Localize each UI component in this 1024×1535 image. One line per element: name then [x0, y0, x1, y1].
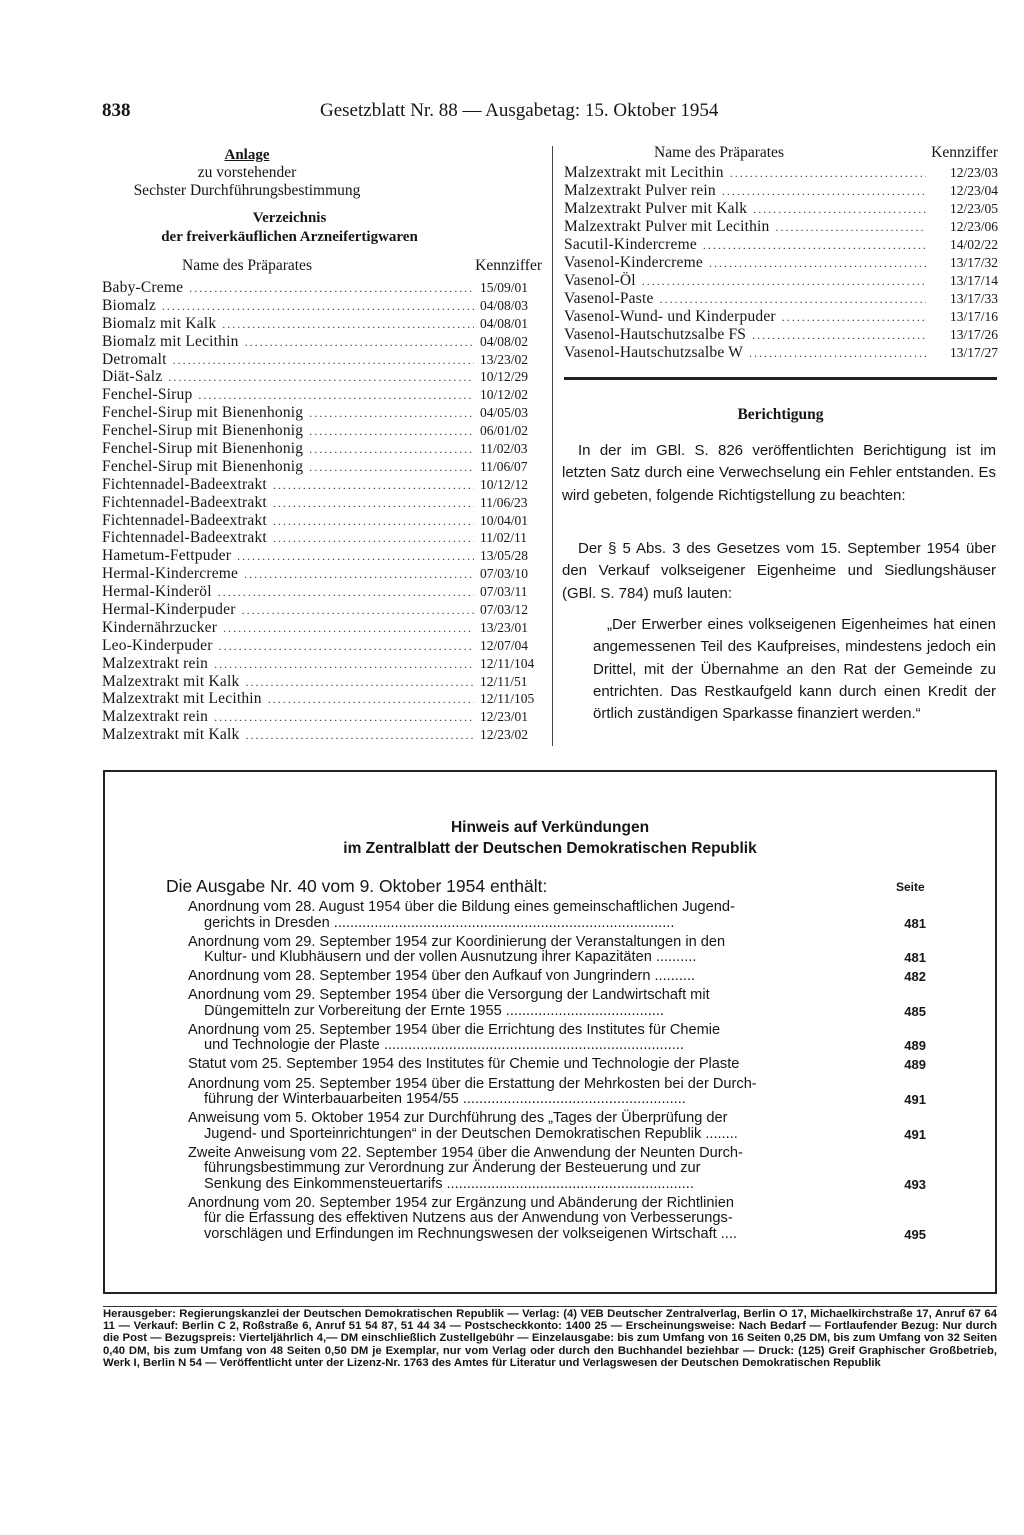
- berichtigung-paragraph-1: In der im GBl. S. 826 veröffentlichten Berichtigung ist im letzten Satz durch eine Verwechselung ein Fehler entstanden. Es wird gebeten, folgende Richtigstellung zu beachten:: [562, 442, 996, 504]
- item-code: 12/11/51: [480, 673, 528, 689]
- item-code: 14/02/22: [949, 237, 998, 252]
- hinweis-entry: [188, 1146, 926, 1193]
- anlage-title: Anlage: [224, 147, 270, 163]
- leader-dots: [309, 441, 474, 459]
- entry-line: und Technologie der Plaste ..........................................................................: [204, 1037, 684, 1054]
- item-name: Fichtennadel-Badeextrakt: [102, 475, 267, 493]
- entry-text: [188, 1111, 884, 1142]
- item-code: 10/04/01: [480, 512, 529, 528]
- entry-line: Anweisung vom 5. Oktober 1954 zur Durchführung des „Tages der Überprüfung der: [188, 1110, 728, 1127]
- leader-dots: [168, 369, 474, 387]
- list-item: [102, 655, 542, 673]
- right-column: [564, 144, 998, 362]
- hinweis-entry: [188, 1023, 926, 1054]
- item-name: Hametum-Fettpuder: [102, 547, 232, 565]
- leader-dots: [730, 164, 926, 182]
- item-name: Fenchel-Sirup mit Bienenhonig: [102, 422, 304, 440]
- list-item: [564, 308, 998, 326]
- item-code: 12/23/04: [949, 183, 998, 198]
- leader-dots: [237, 548, 474, 566]
- item-name: Fichtennadel-Badeextrakt: [102, 529, 267, 547]
- item-code: 12/23/05: [949, 201, 998, 216]
- item-code: 07/03/10: [480, 566, 529, 582]
- entry-line: Anordnung vom 25. September 1954 über die Erstattung der Mehrkosten bei der Durch-: [188, 1075, 757, 1092]
- code-column-header: Kennziffer: [931, 144, 998, 161]
- entry-line: Anordnung vom 28. August 1954 über die Bildung eines gemeinschaftlichen Jugend-: [188, 899, 735, 915]
- item-code: 10/12/12: [480, 476, 529, 492]
- item-code: 04/08/03: [480, 297, 529, 313]
- item-name: Biomalz: [102, 296, 156, 314]
- entry-line: Zweite Anweisung vom 22. September 1954 über die Anwendung der Neunten Durch-: [188, 1144, 743, 1161]
- list-item: [564, 236, 998, 254]
- item-name: Hermal-Kinderpuder: [102, 601, 236, 619]
- item-code: 12/11/105: [480, 691, 535, 707]
- leader-dots: [309, 405, 474, 423]
- list-item: [102, 351, 542, 369]
- anlage-line-2: Sechster Durchführungsbestimmung: [133, 182, 361, 199]
- item-code: 13/17/14: [949, 273, 998, 288]
- entry-text: [188, 1057, 884, 1073]
- item-name: Sacutil-Kindercreme: [564, 236, 697, 253]
- entry-text: [188, 1077, 884, 1108]
- item-code: 13/17/32: [949, 255, 998, 270]
- item-name: Vasenol-Hautschutzsalbe W: [564, 344, 744, 361]
- list-item: [102, 368, 542, 386]
- item-name: Malzextrakt Pulver mit Lecithin: [564, 218, 770, 235]
- running-head: Gesetzblatt Nr. 88 — Ausgabetag: 15. Oktober 1954: [320, 100, 719, 121]
- anlage-block: [102, 146, 392, 200]
- list-item: [102, 637, 542, 655]
- left-column: [102, 146, 542, 744]
- berichtigung-paragraph-2: Der § 5 Abs. 3 des Gesetzes vom 15. September 1954 über den Verkauf volkseigener Eigenheime und Siedlungshäuser (GBl. S. 784) muß lauten:: [562, 540, 996, 602]
- item-code: 11/06/07: [480, 458, 528, 474]
- item-name: Diät-Salz: [102, 368, 163, 386]
- list-item: [102, 494, 542, 512]
- item-name: Hermal-Kindercreme: [102, 565, 239, 583]
- entry-text: [188, 1023, 884, 1054]
- entry-line: Anordnung vom 29. September 1954 zur Koordinierung der Veranstaltungen in den: [188, 933, 726, 950]
- item-code: 06/01/02: [480, 423, 529, 439]
- leader-dots: [752, 326, 926, 344]
- leader-dots: [273, 477, 474, 495]
- item-code: 04/08/02: [480, 333, 529, 349]
- left-table-header: [102, 257, 542, 279]
- hinweis-entry: [188, 1057, 926, 1073]
- hinweis-entry: [188, 935, 926, 966]
- item-name: Detromalt: [102, 350, 167, 368]
- leader-dots: [189, 280, 474, 298]
- leader-dots: [722, 182, 926, 200]
- list-item: [102, 422, 542, 440]
- entry-line: Anordnung vom 29. September 1954 über die Versorgung der Landwirtschaft mit: [188, 987, 710, 1004]
- page-number: 838: [102, 100, 131, 121]
- hinweis-entries: [188, 900, 926, 1246]
- code-column-header: Kennziffer: [475, 257, 542, 274]
- leader-dots: [214, 709, 474, 727]
- leader-dots: [660, 290, 926, 308]
- verzeichnis-title: Verzeichnis: [252, 210, 327, 226]
- entry-line: Anordnung vom 28. September 1954 über den Aufkauf von Jungrindern ..........: [188, 968, 696, 985]
- leader-dots: [173, 352, 474, 370]
- entry-line: Düngemitteln zur Vorbereitung der Ernte 1955 .......................................: [204, 1002, 664, 1019]
- imprint: Herausgeber: Regierungskanzlei der Deutschen Demokratischen Republik — Verlag: (4) VEB Deutscher Zentralverlag, Berlin O 17, Michaelkirchstraße 17, Anruf 67 64 11 — Verkauf: Berlin C 2, Roßstraße 6, Anruf 51 54 87, 51 44 34 — Postscheckkonto: 1400 25 — Erscheinungsweise: Nach Bedarf — Fortlaufender Bezug: Nur durch die Post — Bezugspreis: Vierteljährlich 4,— DM einschließlich Zustellgebühr — Einzelausgabe: bis zum Umfang von 16 Seiten 0,25 DM, bis zum Umfang von 32 Seiten 0,40 DM, bis zum Umfang von 48 Seiten 0,50 DM je Exemplar, nur vom Verlag oder durch den Buchhandel beziehbar — Druck: (125) Greif Graphischer Großbetrieb, Werk I, Berlin N 54 — Veröffentlicht unter der Lizenz-Nr. 1763 des Amtes für Literatur und Verlagswesen der Deutschen Demokratischen Republik: [103, 1308, 997, 1369]
- leader-dots: [242, 602, 474, 620]
- item-name: Vasenol-Hautschutzsalbe FS: [564, 326, 747, 343]
- item-code: 12/23/01: [480, 709, 529, 725]
- entry-line: führungsbestimmung zur Verordnung zur Änderung der Besteuerung und zur: [204, 1160, 701, 1177]
- item-name: Malzextrakt rein: [102, 654, 209, 672]
- entry-line: Senkung des Einkommensteuertarifs .............................................................: [204, 1175, 694, 1192]
- leader-dots: [309, 459, 474, 477]
- leader-dots: [214, 656, 474, 674]
- hinweis-entry: [188, 969, 926, 985]
- entry-line: vorschlägen und Erfindungen im Rechnungswesen der volkseigenen Wirtschaft ....: [204, 1225, 737, 1242]
- entry-page: 481: [904, 915, 926, 931]
- hinweis-entry: [188, 988, 926, 1019]
- entry-page: 489: [904, 1038, 926, 1054]
- list-item: [102, 512, 542, 530]
- leader-dots: [162, 298, 474, 316]
- item-code: 12/11/104: [480, 655, 535, 671]
- list-item: [564, 272, 998, 290]
- entry-text: [188, 935, 884, 966]
- leader-dots: [219, 638, 474, 656]
- leader-dots: [703, 236, 926, 254]
- entry-page: 491: [904, 1126, 926, 1142]
- entry-line: Jugend- und Sporteinrichtungen“ in der Deutschen Demokratischen Republik ........: [204, 1125, 738, 1142]
- right-table-header: [564, 144, 998, 164]
- item-name: Fichtennadel-Badeextrakt: [102, 511, 267, 529]
- hinweis-title: [103, 817, 997, 859]
- leader-dots: [273, 495, 474, 513]
- leader-dots: [268, 691, 474, 709]
- leader-dots: [223, 620, 474, 638]
- list-item: [102, 386, 542, 404]
- item-name: Fenchel-Sirup mit Bienenhonig: [102, 440, 304, 458]
- list-item: [102, 476, 542, 494]
- name-column-header: Name des Präparates: [182, 257, 312, 274]
- leader-dots: [245, 727, 474, 745]
- item-name: Hermal-Kinderöl: [102, 583, 212, 601]
- item-code: 13/17/16: [949, 309, 998, 324]
- imprint-rule: [103, 1306, 997, 1307]
- item-name: Fichtennadel-Badeextrakt: [102, 493, 267, 511]
- list-item: [102, 619, 542, 637]
- leader-dots: [218, 584, 474, 602]
- entry-page: 489: [904, 1057, 926, 1073]
- item-name: Malzextrakt mit Lecithin: [102, 690, 262, 708]
- entry-text: [188, 1196, 884, 1243]
- hinweis-title-line-2: im Zentralblatt der Deutschen Demokratischen Republik: [343, 840, 757, 857]
- list-item: [102, 333, 542, 351]
- item-name: Biomalz mit Kalk: [102, 314, 217, 332]
- list-item: [102, 529, 542, 547]
- item-name: Vasenol-Wund- und Kinderpuder: [564, 308, 776, 325]
- item-name: Kindernährzucker: [102, 618, 218, 636]
- list-item: [102, 440, 542, 458]
- list-item: [564, 254, 998, 272]
- leader-dots: [749, 344, 926, 362]
- item-name: Malzextrakt rein: [102, 708, 209, 726]
- leader-dots: [245, 674, 474, 692]
- item-code: 11/02/11: [480, 530, 527, 546]
- list-item: [102, 583, 542, 601]
- list-item: [564, 326, 998, 344]
- list-item: [102, 279, 542, 297]
- leader-dots: [776, 218, 927, 236]
- item-name: Biomalz mit Lecithin: [102, 332, 239, 350]
- hinweis-entry: [188, 900, 926, 931]
- item-code: 12/23/06: [949, 219, 998, 234]
- leader-dots: [309, 423, 474, 441]
- name-column-header: Name des Präparates: [654, 144, 784, 161]
- hinweis-entry: [188, 1196, 926, 1243]
- item-name: Vasenol-Kindercreme: [564, 254, 703, 271]
- leader-dots: [222, 316, 474, 334]
- entry-page: 491: [904, 1092, 926, 1108]
- item-code: 13/05/28: [480, 548, 529, 564]
- leader-dots: [273, 530, 474, 548]
- item-name: Fenchel-Sirup mit Bienenhonig: [102, 404, 304, 422]
- list-item: [102, 315, 542, 333]
- list-item: [564, 218, 998, 236]
- list-item: [564, 182, 998, 200]
- item-name: Baby-Creme: [102, 279, 184, 296]
- seite-label: Seite: [896, 880, 925, 894]
- leader-dots: [782, 308, 926, 326]
- list-item: [102, 673, 542, 691]
- list-item: [102, 726, 542, 744]
- anlage-line-1: zu vorstehender: [197, 164, 297, 181]
- leader-dots: [245, 334, 474, 352]
- entry-line: Anordnung vom 20. September 1954 zur Ergänzung und Abänderung der Richtlinien: [188, 1194, 735, 1211]
- item-code: 12/07/04: [480, 637, 529, 653]
- list-item: [102, 297, 542, 315]
- entry-page: 485: [904, 1003, 926, 1019]
- entry-line: Kultur- und Klubhäusern und der vollen Ausnutzung ihrer Kapazitäten ..........: [204, 949, 697, 966]
- entry-text: [188, 988, 884, 1019]
- list-item: [564, 164, 998, 182]
- berichtigung-quote: „Der Erwerber eines volkseigenen Eigenheimes hat einen angemessenen Teil des Kaufpreises, mindestens jedoch ein Drittel, mit der Übernahme an den Rat der Gemeinde zu entrichten. Das Restkaufgeld kann durch einen Kredit der örtlich zuständigen Sparkasse finanziert werden.“: [593, 616, 996, 723]
- entry-line: für die Erfassung des effektiven Nutzens aus der Anwendung von Verbesserungs-: [204, 1210, 733, 1227]
- item-code: 04/08/01: [480, 315, 529, 331]
- list-item: [102, 404, 542, 422]
- left-item-list: [102, 279, 542, 744]
- item-name: Malzextrakt mit Kalk: [102, 726, 240, 744]
- list-item: [102, 458, 542, 476]
- column-divider: [552, 146, 553, 746]
- entry-text: [188, 1146, 884, 1193]
- leader-dots: [244, 566, 474, 584]
- leader-dots: [753, 200, 926, 218]
- item-name: Fenchel-Sirup mit Bienenhonig: [102, 457, 304, 475]
- item-name: Fenchel-Sirup: [102, 386, 193, 404]
- list-item: [102, 708, 542, 726]
- list-item: [102, 565, 542, 583]
- list-item: [102, 547, 542, 565]
- list-item: [102, 690, 542, 708]
- item-code: 07/03/11: [480, 584, 528, 600]
- right-item-list: [564, 164, 998, 362]
- list-item: [102, 601, 542, 619]
- item-code: 13/23/02: [480, 351, 529, 367]
- entry-page: 493: [904, 1176, 926, 1192]
- item-code: 10/12/29: [480, 369, 529, 385]
- item-code: 13/23/01: [480, 619, 529, 635]
- item-code: 07/03/12: [480, 602, 529, 618]
- entry-page: 495: [904, 1226, 926, 1242]
- item-name: Vasenol-Paste: [564, 290, 654, 307]
- list-item: [564, 200, 998, 218]
- item-code: 10/12/02: [480, 387, 529, 403]
- item-name: Malzextrakt mit Lecithin: [564, 164, 724, 181]
- item-name: Malzextrakt Pulver mit Kalk: [564, 200, 748, 217]
- item-name: Malzextrakt mit Kalk: [102, 672, 240, 690]
- item-name: Leo-Kinderpuder: [102, 636, 213, 654]
- entry-line: Statut vom 25. September 1954 des Institutes für Chemie und Technologie der Plaste: [188, 1056, 740, 1073]
- item-code: 13/17/27: [949, 345, 998, 360]
- item-code: 13/17/33: [949, 291, 998, 306]
- entry-page: 482: [904, 969, 926, 985]
- verzeichnis-heading: [102, 209, 477, 247]
- item-name: Malzextrakt Pulver rein: [564, 182, 716, 199]
- item-code: 11/02/03: [480, 441, 528, 457]
- entry-line: führung der Winterbauarbeiten 1954/55 .......................................................: [204, 1091, 686, 1108]
- leader-dots: [273, 513, 474, 531]
- leader-dots: [709, 254, 926, 272]
- hinweis-title-line-1: Hinweis auf Verkündungen: [450, 819, 650, 836]
- item-code: 11/06/23: [480, 494, 528, 510]
- entry-page: 481: [904, 950, 926, 966]
- item-code: 12/23/03: [949, 165, 998, 180]
- berichtigung-title: Berichtigung: [737, 406, 824, 423]
- entry-line: Anordnung vom 25. September 1954 über die Errichtung des Institutes für Chemie: [188, 1021, 721, 1038]
- item-code: 04/05/03: [480, 405, 529, 421]
- item-code: 12/23/02: [480, 727, 529, 743]
- leader-dots: [642, 272, 926, 290]
- section-rule: [564, 377, 997, 380]
- verzeichnis-subtitle: der freiverkäuflichen Arzneifertigwaren: [161, 229, 418, 245]
- entry-text: [188, 900, 884, 931]
- item-code: 15/09/01: [480, 280, 529, 295]
- leader-dots: [198, 387, 474, 405]
- issue-line: Die Ausgabe Nr. 40 vom 9. Oktober 1954 enthält:: [166, 876, 548, 896]
- item-code: 13/17/26: [949, 327, 998, 342]
- hinweis-entry: [188, 1077, 926, 1108]
- entry-text: [188, 969, 884, 985]
- list-item: [564, 344, 998, 362]
- entry-line: gerichts in Dresden ....................................................................................: [204, 914, 675, 931]
- item-name: Vasenol-Öl: [564, 272, 636, 289]
- list-item: [564, 290, 998, 308]
- hinweis-entry: [188, 1111, 926, 1142]
